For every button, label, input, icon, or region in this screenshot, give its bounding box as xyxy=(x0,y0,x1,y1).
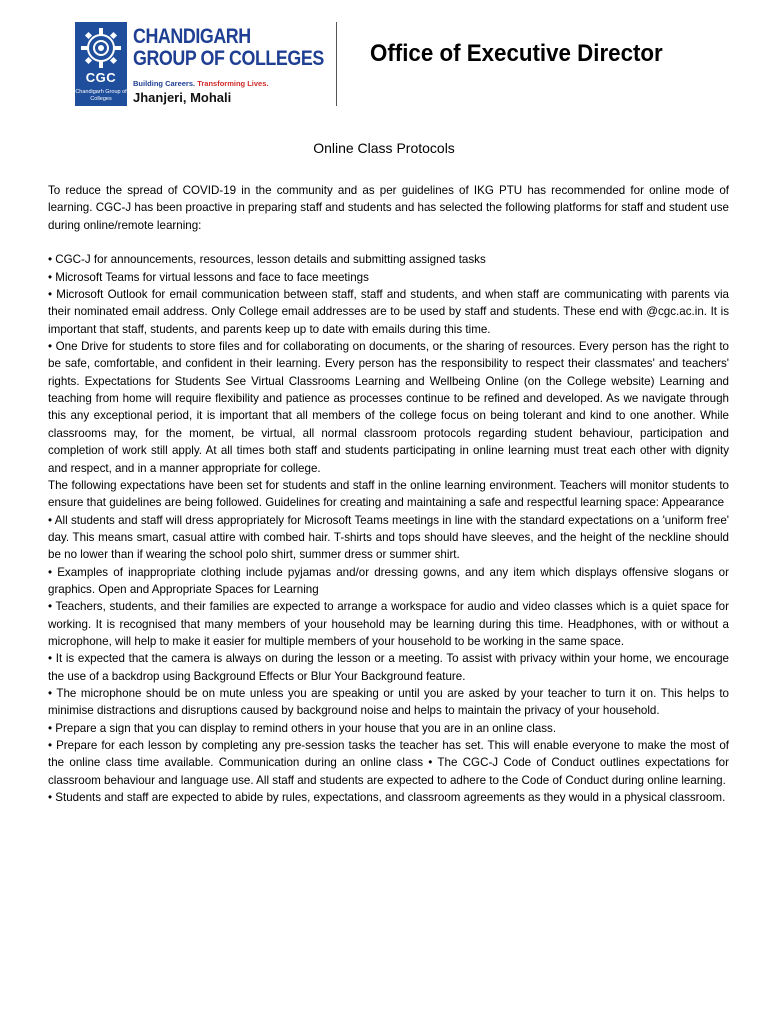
body-paragraph: • Teachers, students, and their families are expected to arrange a workspace for audio and video classes which is a quiet space for working. It is recognised that many members of your household may be learning during this time. Headphones, with or without a microphone, will help to make it easier for multiple members of your household to be working in the same space. xyxy=(48,600,729,648)
body-paragraph: • Microsoft Outlook for email communication between staff, staff and students, and when staff are communicating with parents via their nominated email address. Only College email addresses are to be used by staff and students. These end with @cgc.ac.in. It is important that staff, students, and parents keep up to date with emails during this time. xyxy=(48,288,729,336)
logo-college-name xyxy=(133,26,324,70)
body-paragraph: • CGC-J for announcements, resources, lesson details and submitting assigned tasks xyxy=(48,253,486,267)
body-paragraph: • Prepare a sign that you can display to remind others in your house that you are in an online class. xyxy=(48,721,557,735)
logo-tagline-part1: Building Careers. xyxy=(133,79,198,88)
logo-emblem xyxy=(75,22,127,106)
blank-line xyxy=(48,234,729,251)
body-paragraph: • The microphone should be on mute unless you are speaking or until you are asked by your teacher to turn it on. This helps to minimise distractions and disruptions caused by background noise and helps to maintain the privacy of your household. xyxy=(48,686,729,718)
header-divider xyxy=(336,22,337,106)
body-paragraph: • Students and staff are expected to abide by rules, expectations, and classroom agreements as they would in a physical classroom. xyxy=(48,791,726,805)
body-paragraph: • It is expected that the camera is always on during the lesson or a meeting. To assist with privacy within your home, we encourage the use of a backdrop using Background Effects or Blur Your Background feature. xyxy=(48,652,729,683)
logo-emblem-caption: Chandigarh Group of Colleges xyxy=(75,89,127,102)
office-title: Office of Executive Director xyxy=(370,40,663,67)
logo-name-line2: GROUP OF COLLEGES xyxy=(133,47,324,70)
logo-tagline xyxy=(133,79,268,88)
gear-emblem-icon xyxy=(79,26,123,70)
logo-emblem-text: CGC xyxy=(85,70,117,85)
body-paragraph: • Prepare for each lesson by completing any pre-session tasks the teacher has set. This will enable everyone to make the most of the online class time available. Communication during an online class • The CGC-J Code of Conduct outlines expectations for classroom behaviour and language use. All staff and students are expected to adhere to the Code of Conduct during online learning. xyxy=(48,739,729,787)
logo-tagline-part2: Transforming Lives. xyxy=(197,79,269,88)
body-paragraph: • All students and staff will dress appropriately for Microsoft Teams meetings in line with the standard expectations on a 'uniform free' day. This means smart, casual attire with combed hair. T-shirts and tops should have sleeves, and the height of the neckline should be no lower than if wearing the school polo shirt, summer dress or summer shirt. xyxy=(48,513,729,562)
body-paragraph: The following expectations have been set for students and staff in the online learning environment. Teachers will monitor students to ensure that guidelines are being followed. Guidelines for creating and maintaining a safe and respectful learning space: Appearance xyxy=(48,478,729,510)
logo-name-line1: CHANDIGARH xyxy=(133,25,251,48)
document-body xyxy=(48,182,729,806)
body-paragraph: • Microsoft Teams for virtual lessons and face to face meetings xyxy=(48,270,369,284)
body-paragraph: • Examples of inappropriate clothing include pyjamas and/or dressing gowns, and any item which displays offensive slogans or graphics. Open and Appropriate Spaces for Learning xyxy=(48,565,729,596)
document-title: Online Class Protocols xyxy=(313,140,455,156)
logo-location: Jhanjeri, Mohali xyxy=(133,90,232,105)
body-paragraph: To reduce the spread of COVID-19 in the community and as per guidelines of IKG PTU has recommended for online mode of learning. CGC-J has been proactive in preparing staff and students and has selected the following platforms for staff and student use during online/remote learning: xyxy=(48,184,729,232)
college-logo xyxy=(75,22,324,106)
body-paragraph: • One Drive for students to store files and for collaborating on documents, or the sharing of resources. Every person has the right to be safe, comfortable, and confident in their learning. Every person has the responsibility to respect their classmates' and teachers' rights. Expectations for Students See Virtual Classrooms Learning and Wellbeing Online (on the College website) Learning and teaching from home will require flexibility and patience as processes continue to be refined and developed. As we navigate through this any exceptional period, it is important that all members of the college focus on being tolerant and kind to one another. While classrooms may, for the moment, be virtual, all normal classroom protocols regarding student behaviour, participation and completion of work still apply. At all times both staff and students participating in online learning must treat each other with dignity and respect, and in a manner appropriate for college. xyxy=(48,340,729,475)
